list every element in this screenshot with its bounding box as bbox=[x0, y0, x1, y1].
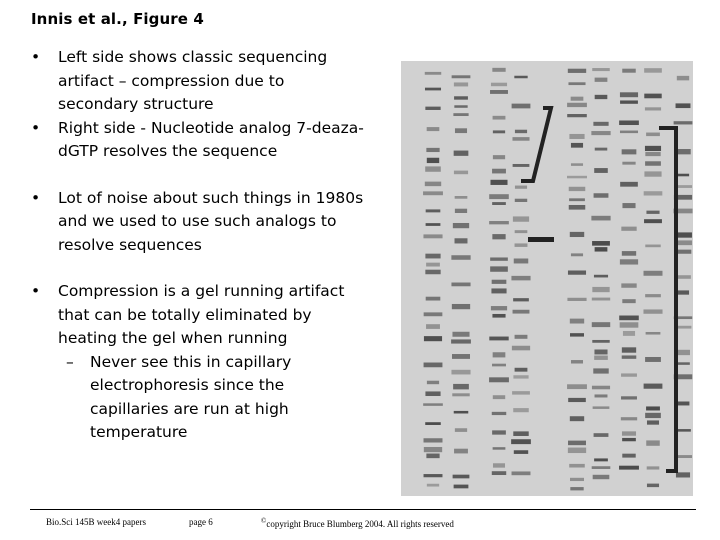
gel-band bbox=[595, 95, 608, 99]
bullet-2-text: Right side - Nucleotide analog 7-deaza-dGTP resolves the sequence bbox=[58, 118, 364, 160]
bullet-4-text: Compression is a gel running artifact that can be totally eliminated by heating the gel when running bbox=[58, 282, 345, 347]
gel-band bbox=[646, 133, 660, 137]
gel-band bbox=[515, 186, 527, 189]
gel-band bbox=[515, 335, 528, 339]
gel-band bbox=[493, 352, 506, 357]
gel-band bbox=[571, 253, 583, 256]
gel-band bbox=[513, 310, 530, 314]
bullet-3-text: Lot of noise about such things in 1980s and we used to use such analogs to resolve sequences bbox=[58, 188, 364, 254]
gel-band bbox=[620, 259, 638, 264]
gel-band bbox=[645, 161, 661, 165]
gel-band bbox=[571, 143, 583, 148]
gel-band bbox=[569, 464, 585, 468]
gel-band bbox=[647, 420, 659, 424]
gel-band bbox=[453, 113, 468, 116]
gel-band bbox=[567, 176, 587, 179]
gel-band bbox=[452, 75, 471, 78]
gel-band bbox=[424, 438, 443, 442]
gel-band bbox=[511, 276, 530, 281]
gel-band bbox=[595, 78, 608, 82]
gel-band bbox=[644, 94, 661, 99]
gel-band bbox=[569, 205, 586, 210]
gel-band bbox=[492, 430, 506, 434]
gel-band bbox=[424, 312, 443, 316]
bullet-1 bbox=[31, 46, 366, 117]
gel-band bbox=[454, 151, 469, 156]
gel-band bbox=[425, 270, 440, 275]
footer-copyright bbox=[261, 517, 454, 529]
gel-band bbox=[426, 148, 439, 152]
gel-band bbox=[426, 297, 441, 301]
gel-band bbox=[490, 180, 507, 185]
gel-band bbox=[568, 398, 586, 402]
gel-band bbox=[423, 191, 443, 195]
copyright-symbol: © bbox=[261, 517, 267, 525]
gel-band bbox=[622, 347, 636, 352]
gel-band bbox=[426, 454, 439, 459]
gel-band bbox=[622, 454, 635, 458]
gel-band bbox=[594, 458, 608, 461]
gel-band bbox=[645, 146, 661, 151]
gel-band bbox=[568, 69, 586, 73]
compression-marker-band bbox=[528, 237, 554, 242]
gel-band bbox=[593, 406, 610, 409]
gel-band bbox=[676, 350, 690, 355]
gel-band bbox=[595, 247, 608, 251]
gel-band bbox=[620, 182, 638, 187]
gel-band bbox=[644, 271, 663, 276]
gel-band bbox=[620, 131, 638, 134]
gel-band bbox=[451, 339, 471, 343]
gel-band bbox=[451, 255, 470, 260]
gel-band bbox=[568, 441, 586, 446]
bullet-4 bbox=[31, 280, 366, 351]
gel-band bbox=[492, 202, 506, 205]
gel-band bbox=[568, 270, 586, 274]
gel-band bbox=[453, 475, 470, 479]
gel-band bbox=[515, 199, 527, 202]
gel-band bbox=[571, 360, 583, 363]
gel-band bbox=[424, 447, 442, 452]
gel-band bbox=[592, 466, 611, 469]
gel-band bbox=[453, 223, 469, 228]
gel-band bbox=[515, 243, 528, 246]
gel-band bbox=[595, 148, 608, 151]
gel-band bbox=[677, 401, 690, 405]
gel-band bbox=[490, 257, 508, 260]
gel-band bbox=[454, 485, 469, 489]
gel-band bbox=[492, 234, 505, 239]
gel-band bbox=[622, 251, 636, 256]
footer-divider bbox=[30, 509, 696, 510]
footer-copyright-text: copyright Bruce Blumberg 2004. All rights reserved bbox=[266, 519, 454, 529]
gel-band bbox=[451, 370, 470, 375]
gel-band bbox=[513, 164, 530, 167]
gel-band bbox=[646, 211, 659, 214]
gel-band bbox=[425, 422, 441, 425]
gel-band bbox=[492, 364, 506, 367]
sub-bullet bbox=[31, 351, 366, 445]
gel-band bbox=[645, 294, 661, 297]
gel-band bbox=[515, 230, 528, 233]
gel-band bbox=[493, 116, 506, 120]
gel-band bbox=[595, 394, 608, 397]
gel-band bbox=[622, 431, 636, 435]
gel-band bbox=[619, 466, 639, 470]
gel-band bbox=[426, 324, 440, 329]
bullet-dot: • bbox=[31, 118, 41, 137]
gel-band bbox=[645, 152, 660, 156]
gel-band bbox=[622, 299, 635, 303]
bullet-dot: • bbox=[31, 48, 41, 66]
gel-band bbox=[426, 223, 441, 226]
gel-band bbox=[622, 149, 637, 154]
gel-band bbox=[492, 68, 505, 72]
gel-band bbox=[567, 384, 587, 389]
gel-band bbox=[643, 309, 662, 313]
gel-band bbox=[623, 331, 635, 336]
gel-band bbox=[621, 373, 637, 376]
gel-band bbox=[593, 475, 610, 479]
gel-band bbox=[513, 216, 529, 221]
gel-band bbox=[512, 137, 529, 141]
gel-band bbox=[425, 391, 440, 396]
gel-band bbox=[453, 384, 469, 389]
gel-band bbox=[426, 263, 440, 267]
gel-band bbox=[622, 69, 635, 73]
gel-band bbox=[646, 406, 660, 410]
gel-band bbox=[513, 431, 528, 436]
gel-band bbox=[622, 438, 636, 441]
gel-band bbox=[676, 362, 690, 365]
gel-band bbox=[493, 447, 506, 450]
gel-band bbox=[454, 411, 469, 414]
gel-band bbox=[489, 337, 508, 341]
gel-band bbox=[455, 209, 467, 213]
gel-band bbox=[569, 187, 586, 191]
gel-band bbox=[644, 68, 662, 73]
gel-band bbox=[571, 97, 584, 101]
footer-page: page 6 bbox=[189, 517, 213, 527]
gel-band bbox=[647, 484, 659, 488]
gel-band bbox=[592, 322, 610, 327]
gel-band bbox=[591, 216, 610, 221]
bullet-1-text: Left side shows classic sequencing artifact – compression due to secondary structure bbox=[58, 48, 328, 113]
gel-band bbox=[455, 128, 467, 133]
gel-band bbox=[647, 466, 660, 469]
gel-band bbox=[514, 259, 528, 264]
gel-band bbox=[512, 104, 531, 109]
gel-band bbox=[592, 287, 609, 292]
gel-band bbox=[425, 166, 441, 171]
gel-band bbox=[493, 130, 505, 133]
gel-band bbox=[567, 114, 587, 117]
gel-band bbox=[646, 440, 660, 445]
gel-band bbox=[425, 182, 441, 187]
gel-band bbox=[568, 448, 586, 453]
gel-band bbox=[676, 103, 691, 108]
gel-band bbox=[592, 241, 610, 246]
gel-band bbox=[622, 355, 637, 358]
gel-band bbox=[512, 471, 531, 475]
gel-band bbox=[674, 121, 693, 124]
gel-band bbox=[567, 103, 587, 107]
gel-band bbox=[592, 340, 609, 343]
gel-band bbox=[452, 354, 470, 359]
gel-band bbox=[619, 316, 639, 321]
gel-band bbox=[591, 131, 610, 135]
gel-band bbox=[493, 463, 505, 467]
gel-band bbox=[425, 88, 441, 91]
gel-band bbox=[620, 92, 638, 97]
gel-band bbox=[425, 72, 441, 75]
gel-band bbox=[621, 396, 637, 399]
gel-band bbox=[621, 417, 637, 420]
gel-band bbox=[427, 158, 439, 163]
gel-band bbox=[424, 363, 443, 368]
gel-band bbox=[515, 130, 527, 133]
bullet-list bbox=[31, 46, 366, 445]
gel-band bbox=[491, 306, 507, 310]
gel-band bbox=[570, 319, 584, 324]
gel-band bbox=[492, 314, 505, 318]
gel-band bbox=[594, 356, 608, 360]
gel-band bbox=[570, 487, 583, 490]
gel-band bbox=[454, 82, 468, 86]
gel-band bbox=[594, 275, 608, 278]
bullet-3 bbox=[31, 187, 366, 258]
gel-band bbox=[677, 290, 689, 294]
gel-band bbox=[594, 168, 608, 173]
gel-band bbox=[621, 283, 636, 287]
gel-band bbox=[424, 474, 443, 477]
gel-band bbox=[619, 120, 639, 125]
gel-band bbox=[489, 221, 509, 224]
gel-band bbox=[452, 304, 470, 309]
gel-band bbox=[570, 232, 584, 237]
gel-band bbox=[571, 163, 583, 166]
gel-band bbox=[513, 375, 528, 378]
gel-band bbox=[455, 196, 468, 199]
sequencing-gel-image bbox=[401, 61, 693, 496]
gel-band bbox=[621, 227, 636, 231]
gel-band bbox=[425, 254, 440, 259]
bullet-dot: • bbox=[31, 188, 41, 207]
bullet-2 bbox=[31, 117, 366, 164]
gel-band bbox=[568, 82, 585, 85]
gel-band bbox=[423, 234, 442, 238]
gel-band bbox=[645, 357, 661, 362]
gel-band bbox=[593, 122, 608, 126]
gel-band bbox=[592, 68, 609, 71]
gel-band bbox=[514, 76, 527, 79]
gel-band bbox=[492, 471, 506, 475]
gel-band bbox=[592, 386, 610, 390]
gel-band bbox=[677, 174, 689, 177]
gel-band bbox=[515, 368, 528, 372]
gel-band bbox=[427, 127, 440, 131]
gel-band bbox=[427, 484, 439, 487]
gel-band bbox=[644, 191, 663, 195]
gel-band bbox=[454, 105, 467, 108]
gel-band bbox=[492, 280, 507, 284]
gel-band bbox=[570, 478, 584, 481]
gel-band bbox=[594, 349, 607, 354]
bullet-dot: • bbox=[31, 282, 41, 300]
gel-band bbox=[491, 83, 507, 86]
slide-title: Innis et al., Figure 4 bbox=[31, 10, 204, 28]
gel-band bbox=[646, 332, 661, 335]
gel-band bbox=[644, 219, 662, 223]
gel-band bbox=[425, 107, 440, 110]
gel-band bbox=[452, 393, 469, 396]
gel-band bbox=[645, 413, 661, 418]
sub-bullet-dash: – bbox=[66, 352, 74, 371]
gel-band bbox=[645, 107, 661, 110]
gel-band bbox=[644, 171, 661, 176]
gel-band bbox=[592, 298, 610, 301]
gel-band bbox=[569, 198, 585, 201]
gel-band bbox=[454, 449, 468, 454]
gel-band bbox=[570, 416, 584, 421]
gel-band bbox=[454, 96, 468, 99]
gel-band bbox=[622, 162, 635, 165]
gel-band bbox=[451, 283, 470, 287]
gel-band bbox=[493, 395, 505, 399]
gel-band bbox=[594, 433, 609, 437]
gel-band bbox=[424, 336, 442, 341]
gel-band bbox=[620, 100, 638, 103]
gel-band bbox=[567, 298, 586, 301]
gel-band bbox=[452, 332, 469, 337]
gel-band bbox=[512, 346, 530, 351]
gel-band bbox=[676, 472, 690, 477]
gel-band bbox=[491, 288, 506, 293]
gel-band bbox=[593, 368, 608, 373]
gel-band bbox=[489, 377, 509, 382]
gel-band bbox=[594, 193, 609, 197]
gel-band bbox=[489, 194, 509, 199]
gel-band bbox=[454, 171, 468, 175]
gel-band bbox=[512, 391, 530, 394]
gel-band bbox=[423, 403, 443, 406]
gel-band bbox=[513, 408, 529, 412]
gel-band bbox=[455, 238, 468, 243]
gel-band bbox=[490, 266, 508, 271]
gel-band bbox=[492, 169, 506, 174]
gel-band bbox=[622, 203, 635, 208]
gel-band bbox=[492, 412, 506, 415]
sub-bullet-text: Never see this in capillary electrophoresis since the capillaries are run at high temperature bbox=[90, 352, 292, 441]
gel-band bbox=[569, 134, 584, 139]
gel-band bbox=[570, 333, 584, 336]
gel-band bbox=[426, 209, 441, 212]
gel-band bbox=[677, 76, 689, 81]
gel-band bbox=[514, 450, 528, 454]
gel-band bbox=[490, 90, 508, 94]
gel-band bbox=[493, 155, 505, 159]
gel-band bbox=[511, 439, 531, 444]
gel-band bbox=[644, 384, 663, 389]
gel-band bbox=[645, 245, 660, 248]
gel-band bbox=[513, 298, 529, 301]
gel-band bbox=[455, 428, 467, 432]
gel-band bbox=[620, 322, 639, 327]
gel-band bbox=[427, 381, 439, 384]
footer-course: Bio.Sci 145B week4 papers bbox=[46, 517, 146, 527]
